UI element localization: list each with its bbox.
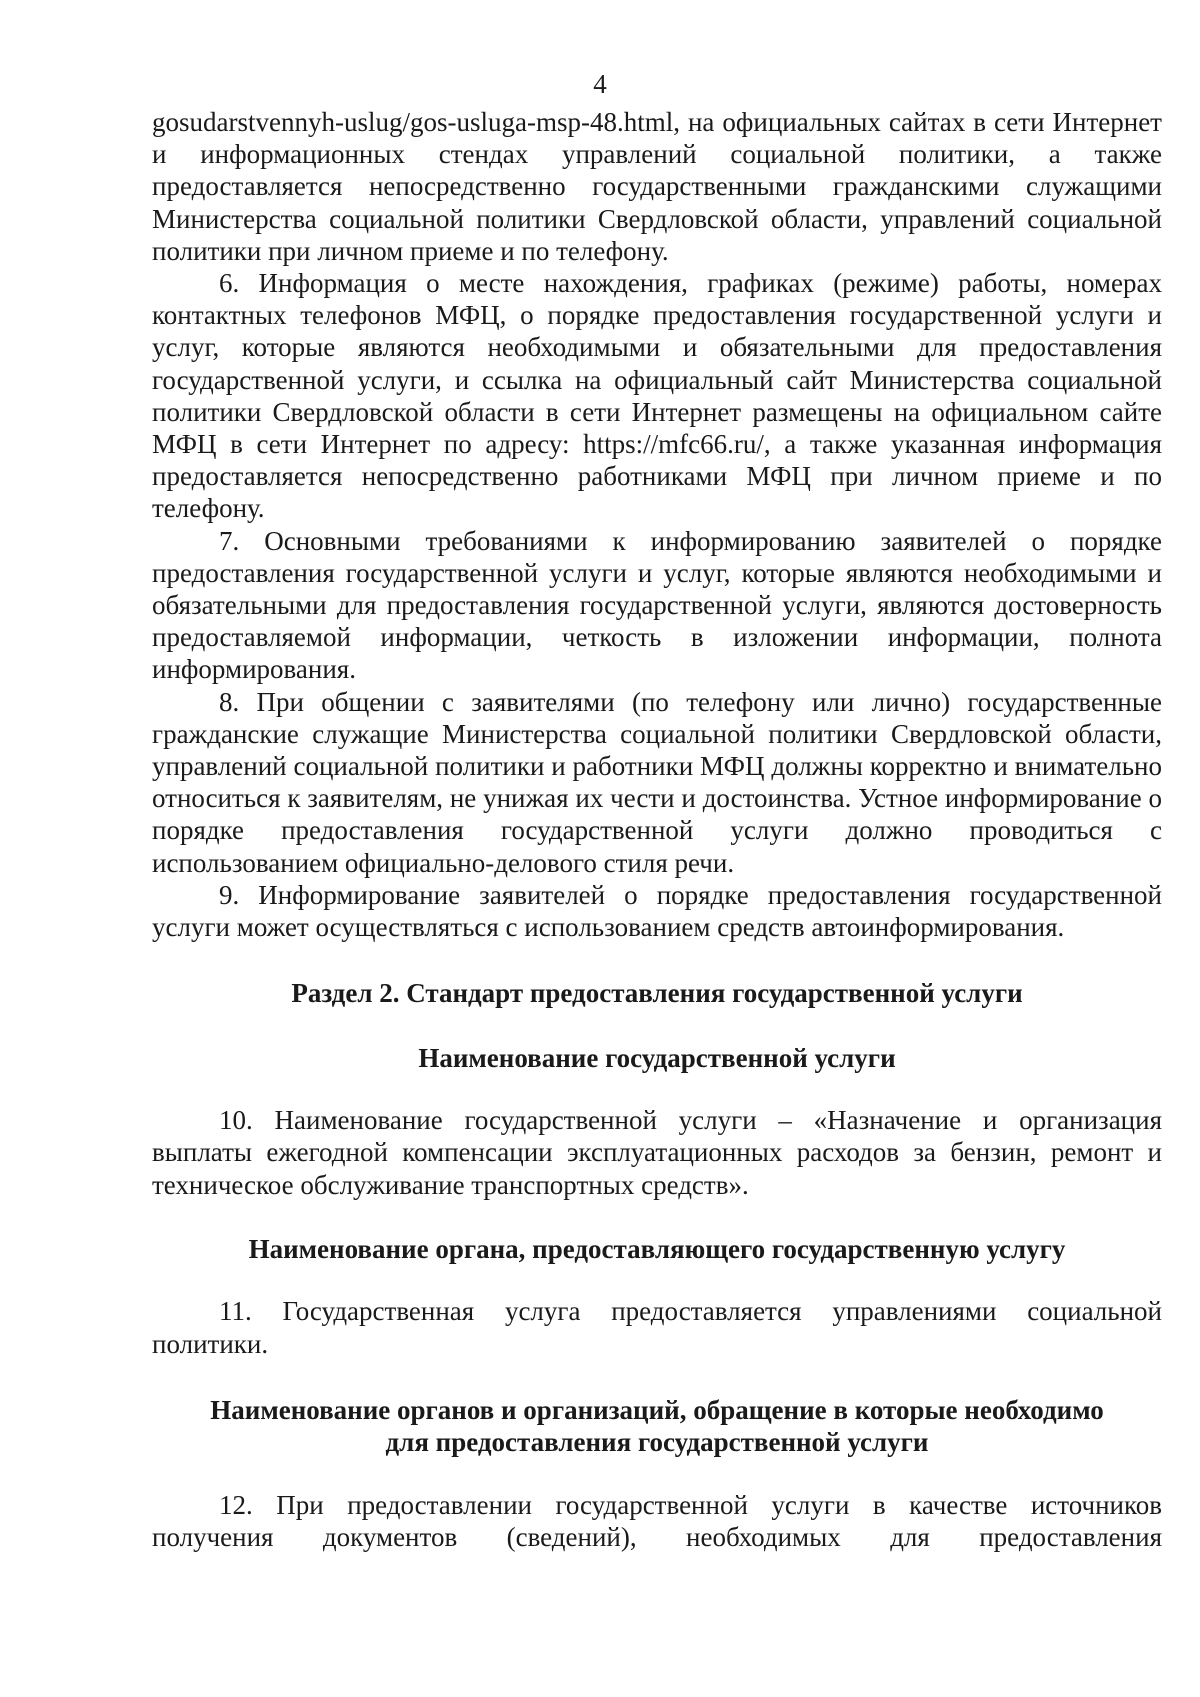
paragraph-9: 9. Информирование заявителей о порядке предоставления государственной услуги может осуществляться с использованием средств автоинформирования. [152,879,1162,943]
spacer [152,1201,1162,1233]
spacer [152,1265,1162,1295]
paragraph-6: 6. Информация о месте нахождения, графиках (режиме) работы, номерах контактных телефонов МФЦ, о порядке предоставления государственной услуги и услуг, которые являются необходимыми и обязательными для предоставления государственной услуги, и ссылка на официальный сайт Министерства социальной политики Свердловской области в сети Интернет размещены на официальном сайте МФЦ в сети Интернет по адресу: https://mfc66.ru/, а также указанная информация предоставляется непосредственно работниками МФЦ при личном приеме и по телефону. [152,268,1162,524]
paragraph-11: 11. Государственная услуга предоставляется управлениями социальной политики. [152,1296,1162,1359]
spacer [152,943,1162,977]
spacer [152,1010,1162,1042]
heading-organizations-line-1: Наименование органов и организаций, обращение в которые необходимо [210,1394,1104,1425]
page-number: 4 [593,69,607,99]
spacer [152,1459,1162,1489]
paragraph-7: 7. Основными требованиями к информированию заявителей о порядке предоставления государственной услуги и услуг, которые являются необходимыми и обязательными для предоставления государственной услуги, являются достоверность предоставляемой информации, четкость в изложении информации, полнота информирования. [152,525,1162,685]
section-title: Раздел 2. Стандарт предоставления государственной услуги [291,978,1023,1009]
heading-organizations-line-2: для предоставления государственной услуги [385,1427,929,1458]
heading-service-name: Наименование государственной услуги [418,1042,896,1073]
document-body [152,106,1162,1553]
heading-service-organ: Наименование органа, предоставляющего государственную услугу [248,1233,1066,1264]
paragraph-12: 12. При предоставлении государственной услуги в качестве источников получения документов (сведений), необходимых для предоставления [152,1489,1162,1552]
paragraph-10: 10. Наименование государственной услуги – «Назначение и организация выплаты ежегодной компенсации эксплуатационных расходов за бензин, ремонт и техническое обслуживание транспортных средств». [152,1105,1162,1200]
heading-organizations [152,1394,1162,1459]
spacer [152,1360,1162,1394]
paragraph-continuation: gosudarstvennyh-uslug/gos-usluga-msp-48.html, на официальных сайтах в сети Интернет и информационных стендах управлений социальной политики, а также предоставляется непосредственно государственными гражданскими служащими Министерства социальной политики Свердловской области, управлений социальной политики при личном приеме и по телефону. [152,107,1162,266]
spacer [152,1074,1162,1104]
paragraph-8: 8. При общении с заявителями (по телефону или лично) государственные гражданские служащие Министерства социальной политики Свердловской области, управлений социальной политики и работники МФЦ должны корректно и внимательно относиться к заявителям, не унижая их чести и достоинства. Устное информирование о порядке предоставления государственной услуги должно проводиться с использованием официально-делового стиля речи. [152,686,1162,878]
